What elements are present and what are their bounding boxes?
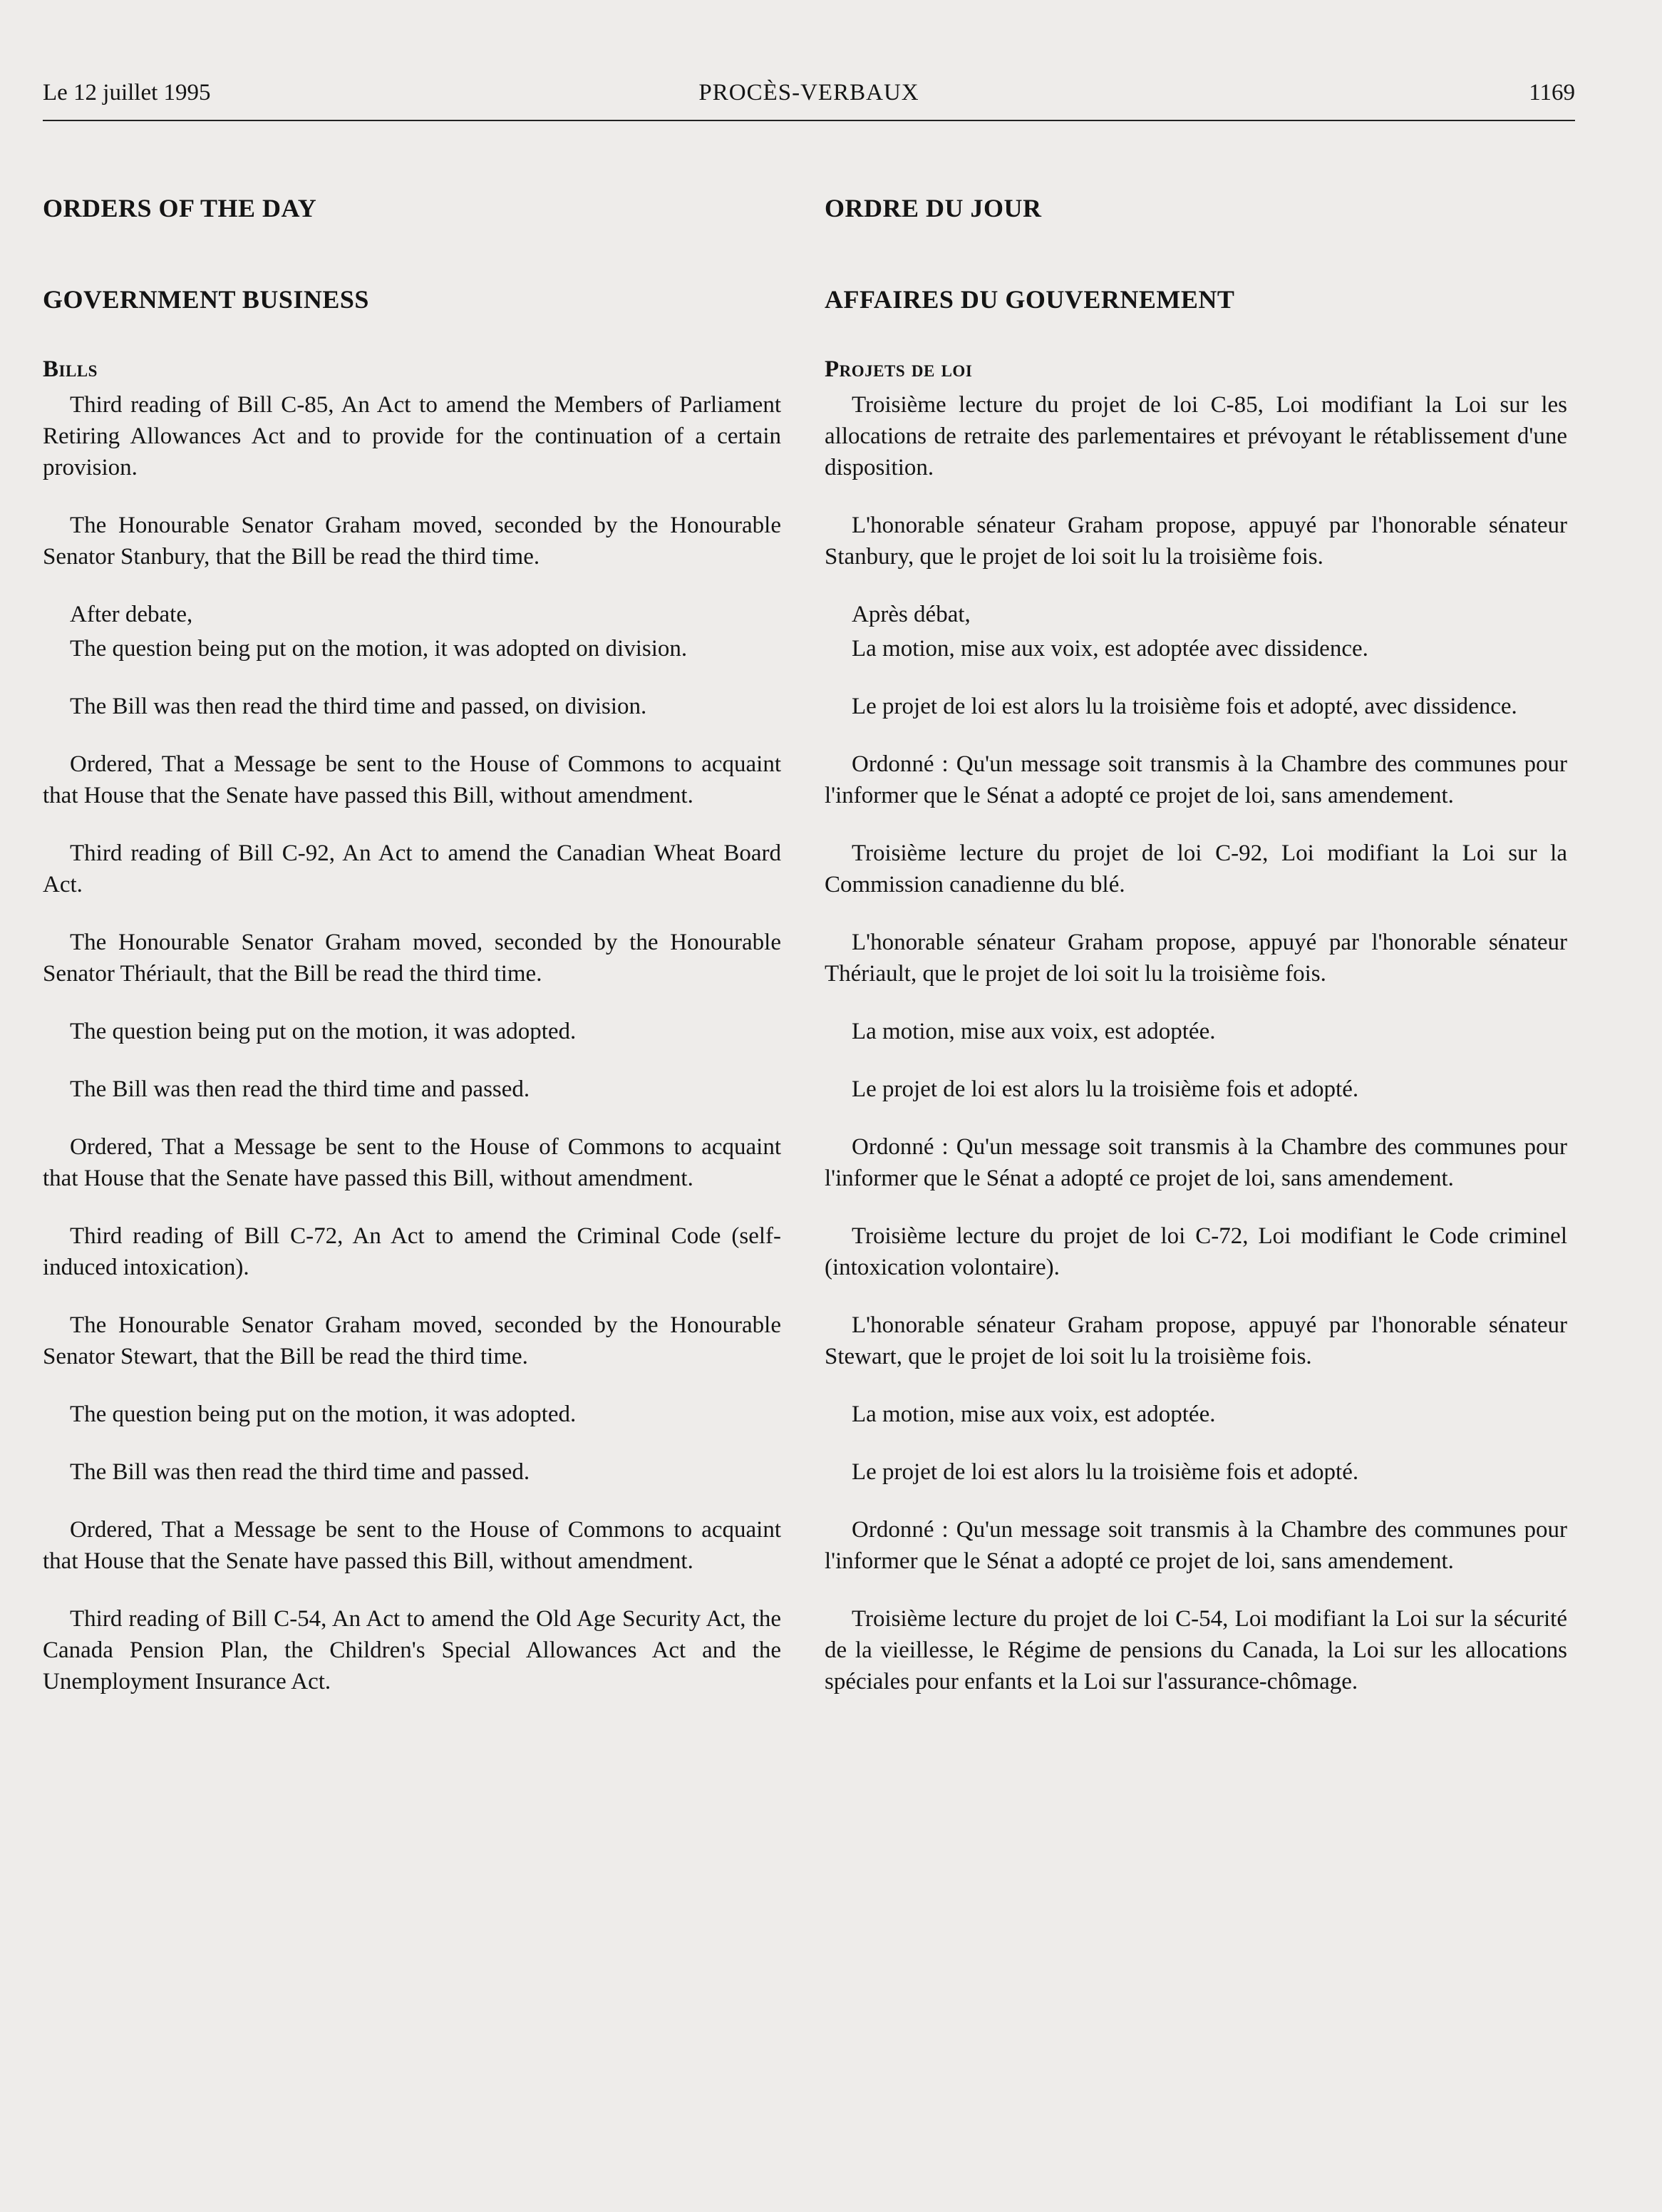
- paragraph: La motion, mise aux voix, est adoptée.: [852, 1401, 1216, 1427]
- paragraph: The Bill was then read the third time and passed.: [70, 1459, 530, 1485]
- paragraph: The Honourable Senator Graham moved, seconded by the Honourable Senator Stanbury, that the Bill be read the third time.: [43, 513, 781, 570]
- header-date: Le 12 juillet 1995: [43, 80, 211, 106]
- paragraph: The Honourable Senator Graham moved, seconded by the Honourable Senator Stewart, that the Bill be read the third time.: [43, 1312, 781, 1369]
- paragraph: Troisième lecture du projet de loi C-85, Loi modifiant la Loi sur les allocations de retraite des parlementaires et prévoyant le rétablissement d'une disposition.: [825, 392, 1567, 480]
- paragraph: Troisième lecture du projet de loi C-92, Loi modifiant la Loi sur la Commission canadienne du blé.: [825, 840, 1567, 897]
- paragraph: After debate,: [70, 602, 193, 627]
- ordre-du-jour-heading: ORDRE DU JOUR: [825, 194, 1042, 222]
- paragraph: The question being put on the motion, it was adopted on division.: [70, 636, 688, 662]
- paragraph: Ordonné : Qu'un message soit transmis à la Chambre des communes pour l'informer que le Sénat a adopté ce projet de loi, sans amendement.: [825, 1517, 1567, 1574]
- affaires-du-gouvernement-heading: AFFAIRES DU GOUVERNEMENT: [825, 285, 1235, 314]
- running-header: [43, 80, 1575, 121]
- paragraph: The Bill was then read the third time and passed, on division.: [70, 694, 647, 719]
- projets-de-loi-subheading: Projets de loi: [825, 356, 973, 382]
- paragraph: Ordered, That a Message be sent to the House of Commons to acquaint that House that the Senate have passed this Bill, without amendment.: [43, 751, 781, 808]
- english-column: [43, 192, 781, 1724]
- paragraph: Third reading of Bill C-72, An Act to amend the Criminal Code (self-induced intoxication).: [43, 1223, 781, 1280]
- orders-of-the-day-heading: ORDERS OF THE DAY: [43, 194, 317, 222]
- header-rule: [43, 120, 1575, 121]
- paragraph: Le projet de loi est alors lu la troisième fois et adopté, avec dissidence.: [852, 694, 1517, 719]
- paragraph: L'honorable sénateur Graham propose, appuyé par l'honorable sénateur Stanbury, que le projet de loi soit lu la troisième fois.: [825, 513, 1567, 570]
- paragraph: L'honorable sénateur Graham propose, appuyé par l'honorable sénateur Stewart, que le projet de loi soit lu la troisième fois.: [825, 1312, 1567, 1369]
- paragraph: Après débat,: [852, 602, 971, 627]
- paragraph: Ordered, That a Message be sent to the House of Commons to acquaint that House that the Senate have passed this Bill, without amendment.: [43, 1517, 781, 1574]
- paragraph: La motion, mise aux voix, est adoptée.: [852, 1019, 1216, 1044]
- government-business-heading: GOVERNMENT BUSINESS: [43, 285, 369, 314]
- paragraph: Le projet de loi est alors lu la troisième fois et adopté.: [852, 1076, 1359, 1102]
- paragraph: Le projet de loi est alors lu la troisième fois et adopté.: [852, 1459, 1359, 1485]
- header-title: PROCÈS-VERBAUX: [698, 80, 919, 106]
- paragraph: The Bill was then read the third time and passed.: [70, 1076, 530, 1102]
- paragraph: Third reading of Bill C-85, An Act to amend the Members of Parliament Retiring Allowances Act and to provide for the continuation of a certain provision.: [43, 392, 781, 480]
- bills-subheading: Bills: [43, 356, 98, 382]
- paragraph: Third reading of Bill C-54, An Act to amend the Old Age Security Act, the Canada Pension Plan, the Children's Special Allowances Act and the Unemployment Insurance Act.: [43, 1606, 781, 1694]
- paragraph: Troisième lecture du projet de loi C-54, Loi modifiant la Loi sur la sécurité de la vieillesse, le Régime de pensions du Canada, la Loi sur les allocations spéciales pour enfants et la Loi sur l'assurance-chômage.: [825, 1606, 1567, 1694]
- french-column: [825, 192, 1567, 1724]
- paragraph: Troisième lecture du projet de loi C-72, Loi modifiant le Code criminel (intoxication volontaire).: [825, 1223, 1567, 1280]
- paragraph: The question being put on the motion, it was adopted.: [70, 1019, 577, 1044]
- paragraph: Ordonné : Qu'un message soit transmis à la Chambre des communes pour l'informer que le Sénat a adopté ce projet de loi, sans amendement.: [825, 1134, 1567, 1191]
- paragraph: La motion, mise aux voix, est adoptée avec dissidence.: [852, 636, 1368, 662]
- paragraph: L'honorable sénateur Graham propose, appuyé par l'honorable sénateur Thériault, que le projet de loi soit lu la troisième fois.: [825, 930, 1567, 987]
- paragraph: The Honourable Senator Graham moved, seconded by the Honourable Senator Thériault, that the Bill be read the third time.: [43, 930, 781, 987]
- paragraph: Ordered, That a Message be sent to the House of Commons to acquaint that House that the Senate have passed this Bill, without amendment.: [43, 1134, 781, 1191]
- paragraph: Ordonné : Qu'un message soit transmis à la Chambre des communes pour l'informer que le Sénat a adopté ce projet de loi, sans amendement.: [825, 751, 1567, 808]
- paragraph: The question being put on the motion, it was adopted.: [70, 1401, 577, 1427]
- page-number: 1169: [1529, 80, 1575, 106]
- paragraph: Third reading of Bill C-92, An Act to amend the Canadian Wheat Board Act.: [43, 840, 781, 897]
